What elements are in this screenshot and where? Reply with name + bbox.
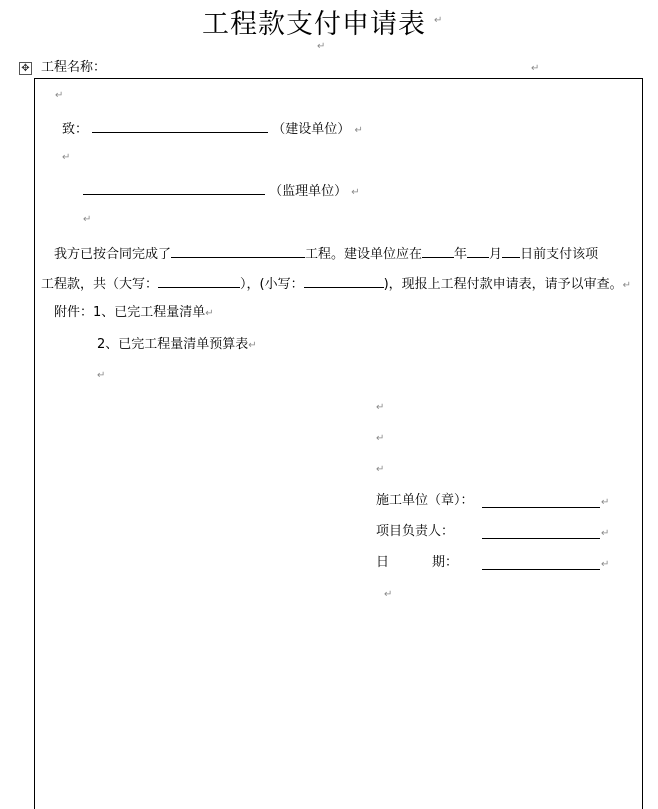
paragraph-mark: ↵ [384, 589, 393, 600]
body-text: ），(小写： [240, 277, 304, 292]
date-label-part-1: 日 [376, 555, 390, 570]
paragraph-mark: ↵ [376, 464, 385, 475]
table-move-handle-icon[interactable]: ✥ [19, 62, 32, 75]
paragraph-mark: ↵ [622, 280, 632, 291]
attachment-item: 1、已完工程量清单 [93, 305, 206, 320]
attachment-line-2 [97, 337, 257, 353]
day-blank[interactable] [502, 243, 520, 258]
project-manager-label: 项目负责人： [376, 524, 455, 539]
construction-unit-label: （建设单位） [272, 122, 351, 137]
month-blank[interactable] [467, 243, 489, 258]
paragraph-mark: ↵ [205, 308, 214, 319]
day-label: 日前支付该项 [520, 247, 599, 262]
paragraph-mark: ↵ [55, 90, 64, 101]
paragraph-mark: ↵ [531, 63, 540, 74]
project-manager-blank[interactable] [482, 524, 600, 539]
paragraph-mark: ↵ [62, 152, 71, 163]
paragraph-mark: ↵ [317, 41, 326, 52]
paragraph-mark: ↵ [351, 187, 360, 198]
paragraph-mark: ↵ [354, 125, 363, 136]
body-line-1 [54, 243, 598, 263]
contractor-blank[interactable] [482, 493, 600, 508]
paragraph-mark: ↵ [248, 340, 257, 351]
construction-unit-blank[interactable] [92, 118, 268, 133]
paragraph-mark: ↵ [376, 402, 385, 413]
supervision-line [83, 180, 360, 200]
attachment-line-1 [54, 305, 214, 321]
paragraph-mark: ↵ [601, 497, 610, 508]
paragraph-mark: ↵ [97, 370, 106, 381]
body-text: 工程款，共（大写： [41, 277, 159, 292]
month-label: 月 [489, 247, 503, 262]
page-title: 工程款支付申请表 [202, 9, 426, 40]
year-blank[interactable] [422, 243, 454, 258]
date-label-part-2: 期： [432, 555, 459, 570]
project-name-label: 工程名称： [41, 60, 107, 75]
body-text: 工程。建设单位应在 [305, 247, 423, 262]
paragraph-mark: ↵ [434, 15, 443, 26]
supervision-unit-blank[interactable] [83, 180, 265, 195]
paragraph-mark: ↵ [376, 433, 385, 444]
attachment-item: 2、已完工程量清单预算表 [97, 337, 249, 352]
contractor-line [376, 493, 474, 509]
project-blank[interactable] [171, 243, 305, 258]
contractor-label: 施工单位（章）： [376, 493, 474, 508]
supervision-unit-label: （监理单位） [269, 184, 348, 199]
attachment-label: 附件： [54, 305, 94, 320]
manager-line [376, 524, 454, 540]
date-blank[interactable] [482, 555, 600, 570]
amount-lowercase-blank[interactable] [304, 273, 384, 288]
body-text: 我方已按合同完成了 [54, 247, 172, 262]
year-label: 年 [454, 247, 468, 262]
paragraph-mark: ↵ [601, 559, 610, 570]
body-text: )，现报上工程付款申请表，请予以审查。 [383, 277, 623, 292]
recipient-line [62, 118, 363, 138]
body-line-2 [41, 273, 631, 293]
paragraph-mark: ↵ [83, 214, 92, 225]
amount-uppercase-blank[interactable] [158, 273, 240, 288]
to-label: 致： [62, 122, 89, 137]
paragraph-mark: ↵ [601, 528, 610, 539]
